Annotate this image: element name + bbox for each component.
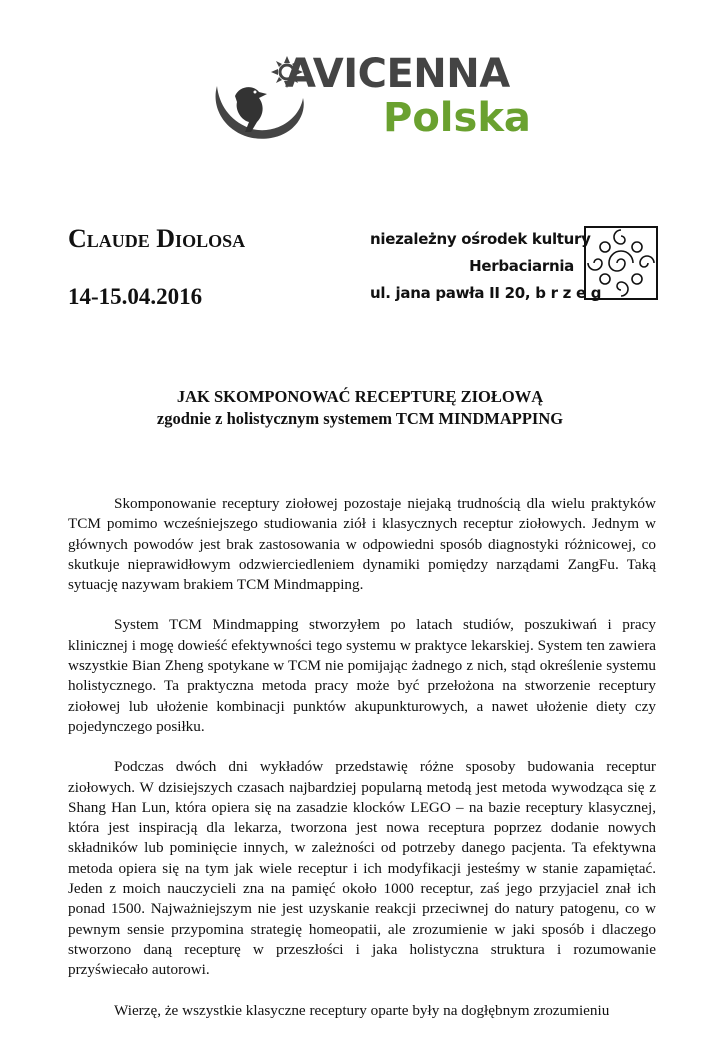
paragraph-2: System TCM Mindmapping stworzyłem po latach studiów, poszukiwań i pracy klinicznej i mogę dowieść efektywności tego systemu w praktyce lekarskiej. System ten zawiera wszystkie Bian Zheng spotykane w TCM nie pomijając żadnego z nich, stąd określenie systemu holistycznego. Ta praktyczna metoda pracy może być przełożona na stworzenie receptury ziołowej lub ułożenie kombinacji punktów akupunkturowych, a nawet ułożenie diety czy pojedynczego posiłku. xyxy=(68,616,656,735)
heading-title: JAK SKOMPONOWAĆ RECEPTURĘ ZIOŁOWĄ xyxy=(176,387,544,406)
document-body xyxy=(68,494,656,1041)
speaker-name: Claude Diolosa xyxy=(68,224,246,253)
paragraph-3: Podczas dwóch dni wykładów przedstawię różne sposoby budowania receptur ziołowych. W dzisiejszych czasach najbardziej popularną metodą jest metoda wywodząca się z Shang Han Lun, która opiera się na zasadzie klocków LEGO – na bazie receptury klasycznej, która jest inspiracją dla lekarza, tworzona jest nowa receptura poprzez dodanie nowych składników lub pominięcie innych, w zależności od potrzeby danego pacjenta. Ta efektywna metoda opiera się na tym jak wiele receptur i ich modyfikacji jesteśmy w stanie zapamiętać. Jeden z moich nauczycieli zna na pamięć około 1000 receptur, zaś jego przyjaciel znał ich ponad 1500. Najważniejszym nie jest uzyskanie reakcji przeciwnej do natury patogenu, co w pewnym sensie przypomina strategię homeopatii, ale zrozumienie w jaki sposób i dlaczego stworzono daną recepturę w przeszłości i jaka holistyczna struktura i rozumowanie przyświecało autorowi. xyxy=(68,758,656,979)
venue-info xyxy=(370,226,602,307)
paragraph-1: Skomponowanie receptury ziołowej pozostaje niejaką trudnością dla wielu praktyków TCM pomimo wcześniejszego studiowania ziół i klasycznych receptur ziołowych. Jednym w głównych powodów jest brak zastosowania w odpowiedni sposób diagnostyki różnicowej, co skutkuje nieprawidłowym odzwierciedleniem dynamiki pomiędzy narządami ZangFu. Taką sytuację nazywam brakiem TCM Mindmapping. xyxy=(68,495,656,594)
venue-logo-icon xyxy=(584,226,658,300)
heading-subtitle: zgodnie z holistycznym systemem TCM MINDMAPPING xyxy=(156,409,564,428)
event-date: 14-15.04.2016 xyxy=(68,284,203,309)
venue-line-3: ul. jana pawła II 20, b r z e g xyxy=(370,284,602,302)
avicenna-logo xyxy=(205,51,531,144)
venue-line-1: niezależny ośrodek kultury xyxy=(370,230,591,248)
venue-line-2: Herbaciarnia xyxy=(469,257,574,275)
logo-subtitle: Polska xyxy=(383,95,531,141)
document-heading xyxy=(60,386,660,430)
paragraph-4: Wierzę, że wszystkie klasyczne receptury oparte były na dogłębnym zrozumieniu xyxy=(114,1001,610,1019)
logo-name: AVICENNA xyxy=(285,51,510,97)
